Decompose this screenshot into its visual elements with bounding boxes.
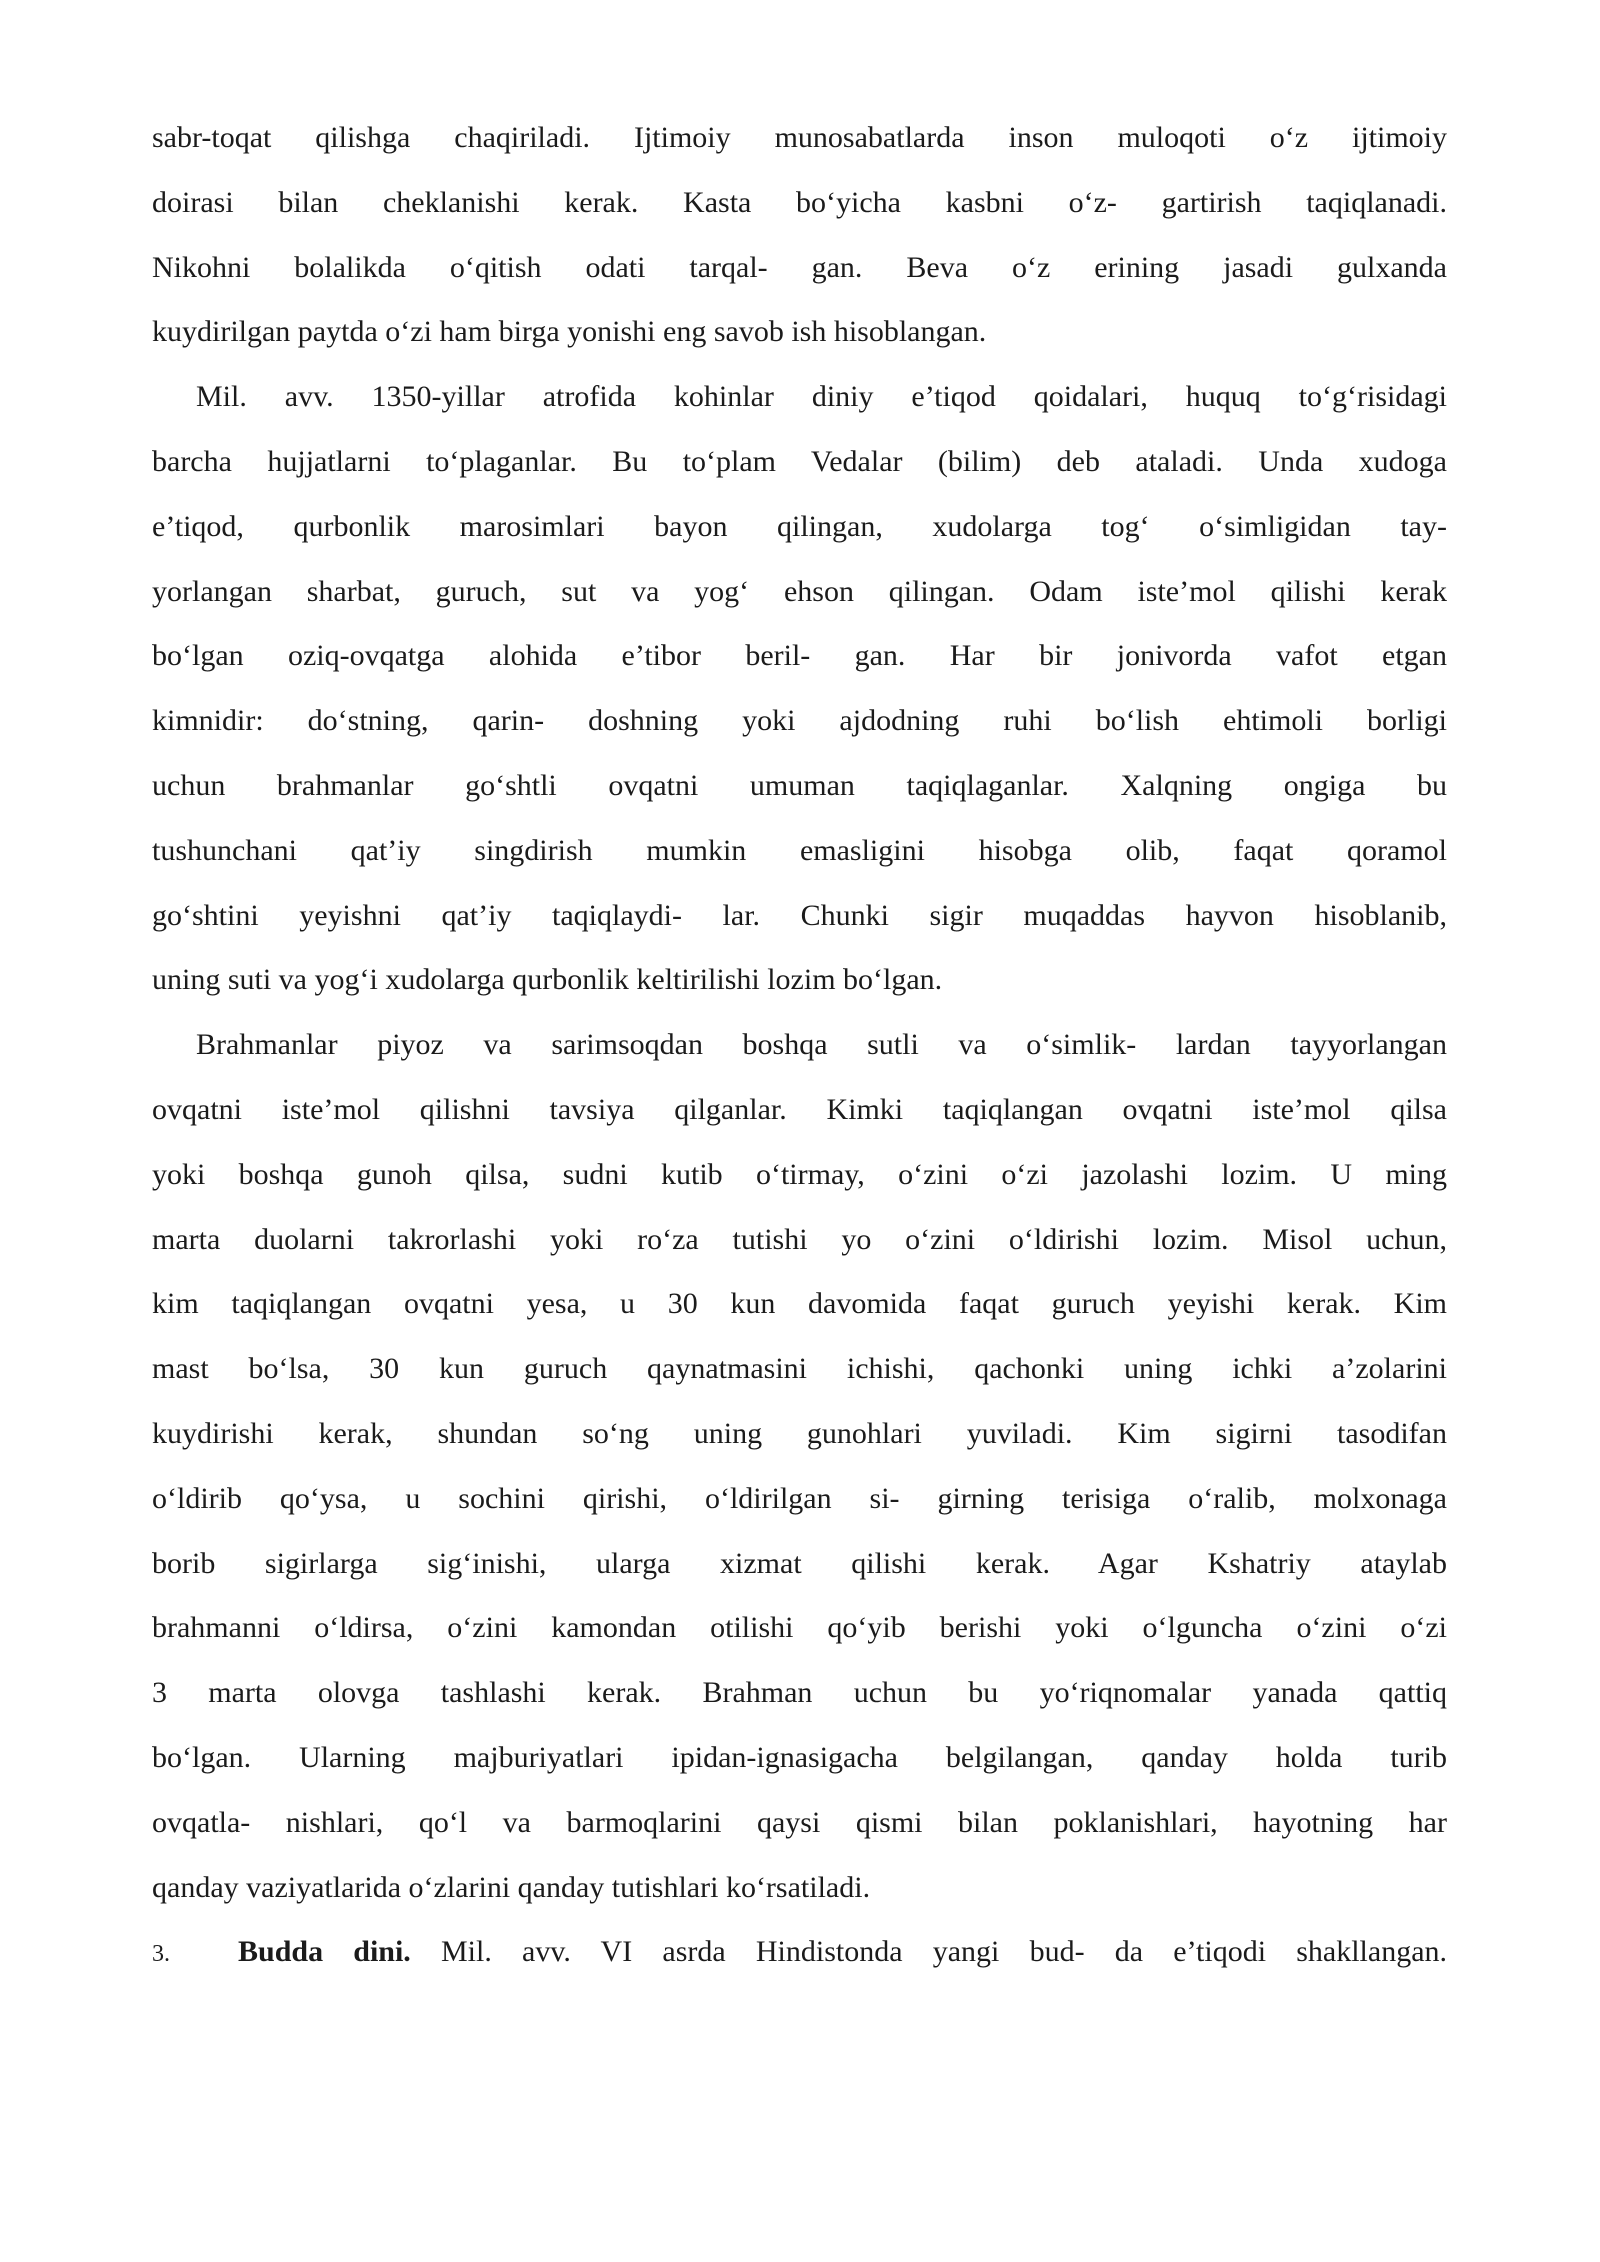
text-line: kuydirilgan paytda o‘zi ham birga yonishi eng savob ish hisoblangan. xyxy=(152,315,987,349)
text-line: brahmanni o‘ldirsa, o‘zini kamondan otilishi qo‘yib berishi yoki o‘lguncha o‘zini o‘zi xyxy=(152,1611,1447,1645)
list-item-number: 3. xyxy=(152,1941,170,1968)
numbered-paragraph xyxy=(152,1920,1447,1987)
text-line: bo‘lgan. Ularning majburiyatlari ipidan-ignasigacha belgilangan, qanday holda turib xyxy=(152,1740,1447,1774)
text-line: bo‘lgan oziq-ovqatga alohida e’tibor beril- gan. Har bir jonivorda vafot etgan xyxy=(152,639,1447,673)
text-line: ovqatni iste’mol qilishni tavsiya qilganlar. Kimki taqiqlangan ovqatni iste’mol qilsa xyxy=(152,1092,1447,1126)
list-item-term: Budda dini. xyxy=(238,1935,411,1969)
text-line: tushunchani qat’iy singdirish mumkin emasligini hisobga olib, faqat qoramol xyxy=(152,833,1447,867)
text-line: 3 marta olovga tashlashi kerak. Brahman uchun bu yo‘riqnomalar yanada qattiq xyxy=(152,1676,1447,1710)
text-line: kuydirishi kerak, shundan so‘ng uning gunohlari yuviladi. Kim sigirni tasodifan xyxy=(152,1416,1447,1450)
paragraph xyxy=(152,1013,1447,1920)
text-line: mast bo‘lsa, 30 kun guruch qaynatmasini ichishi, qachonki uning ichki a’zolarini xyxy=(152,1352,1447,1386)
text-line: e’tiqod, qurbonlik marosimlari bayon qilingan, xudolarga tog‘ o‘simligidan tay- xyxy=(152,509,1447,543)
text-line: Nikohni bolalikda o‘qitish odati tarqal- gan. Beva o‘z erining jasadi gulxanda xyxy=(152,250,1447,284)
text-line: yoki boshqa gunoh qilsa, sudni kutib o‘tirmay, o‘zini o‘zi jazolashi lozim. U ming xyxy=(152,1157,1447,1191)
text-line: uchun brahmanlar go‘shtli ovqatni umuman taqiqlaganlar. Xalqning ongiga bu xyxy=(152,768,1447,802)
text-line: o‘ldirib qo‘ysa, u sochini qirishi, o‘ldirilgan si- girning terisiga o‘ralib, molxonaga xyxy=(152,1481,1447,1515)
text-line xyxy=(152,1920,1447,1987)
text-line: go‘shtini yeyishni qat’iy taqiqlaydi- lar. Chunki sigir muqaddas hayvon hisoblanib, xyxy=(152,898,1447,932)
text-line: marta duolarni takrorlashi yoki ro‘za tutishi yo o‘zini o‘ldirishi lozim. Misol uchun, xyxy=(152,1222,1447,1256)
text-line: Mil. avv. 1350-yillar atrofida kohinlar diniy e’tiqod qoidalari, huquq to‘g‘risidagi xyxy=(196,380,1447,414)
list-item-text: Mil. avv. VI asrda Hindistonda yangi bud- da e’tiqodi shakllangan. xyxy=(441,1935,1448,1969)
text-line: kim taqiqlangan ovqatni yesa, u 30 kun davomida faqat guruch yeyishi kerak. Kim xyxy=(152,1287,1447,1321)
text-line: doirasi bilan cheklanishi kerak. Kasta bo‘yicha kasbni o‘z- gartirish taqiqlanadi. xyxy=(152,185,1447,219)
text-line: borib sigirlarga sig‘inishi, ularga xizmat qilishi kerak. Agar Kshatriy ataylab xyxy=(152,1546,1447,1580)
text-line: sabr-toqat qilishga chaqiriladi. Ijtimoiy munosabatlarda inson muloqoti o‘z ijtimoiy xyxy=(152,121,1447,154)
document-body xyxy=(152,106,1447,1987)
text-line: kimnidir: do‘stning, qarin- doshning yoki ajdodning ruhi bo‘lish ehtimoli borligi xyxy=(152,704,1447,738)
text-line: uning suti va yog‘i xudolarga qurbonlik keltirilishi lozim bo‘lgan. xyxy=(152,963,943,997)
text-line: Brahmanlar piyoz va sarimsoqdan boshqa sutli va o‘simlik- lardan tayyorlangan xyxy=(196,1028,1447,1062)
paragraph xyxy=(152,106,1447,365)
paragraph xyxy=(152,365,1447,1013)
text-line: ovqatla- nishlari, qo‘l va barmoqlarini qaysi qismi bilan poklanishlari, hayotning har xyxy=(152,1805,1447,1839)
text-line: yorlangan sharbat, guruch, sut va yog‘ ehson qilingan. Odam iste’mol qilishi kerak xyxy=(152,574,1447,608)
text-line: qanday vaziyatlarida o‘zlarini qanday tutishlari ko‘rsatiladi. xyxy=(152,1870,871,1904)
text-line: barcha hujjatlarni to‘plaganlar. Bu to‘plam Vedalar (bilim) deb ataladi. Unda xudoga xyxy=(152,444,1447,478)
